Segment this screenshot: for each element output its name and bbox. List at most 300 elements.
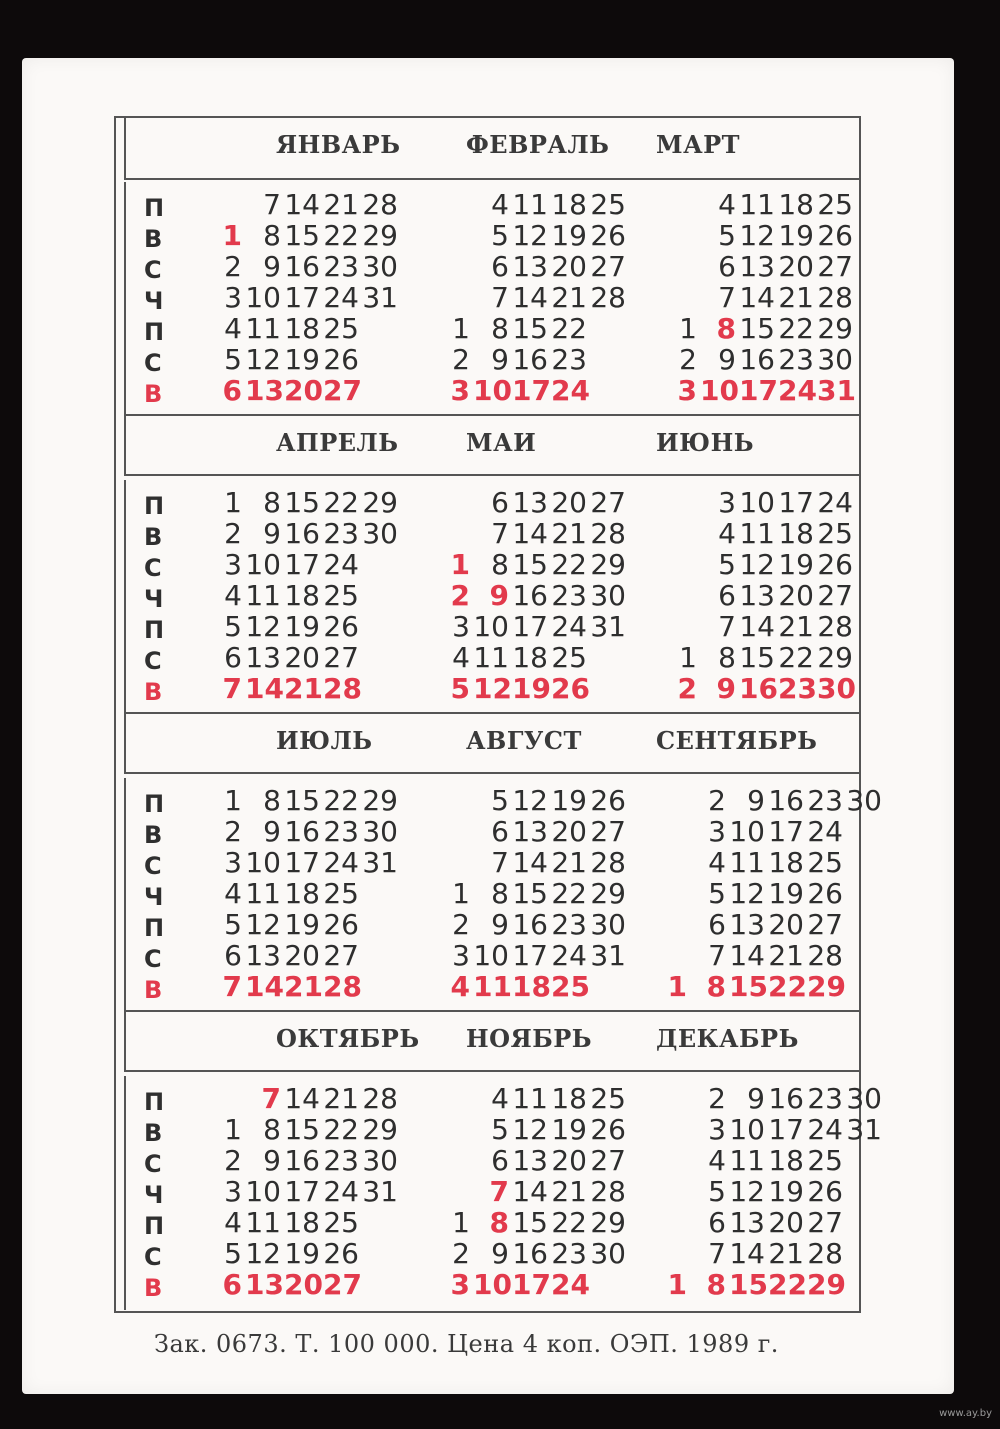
day-number: 27 <box>590 1144 626 1177</box>
day-number: 10 <box>700 374 739 407</box>
day-number: 22 <box>323 1113 359 1146</box>
day-number: 8 <box>263 784 281 817</box>
day-number: 26 <box>807 1175 843 1208</box>
day-number: 6 <box>224 641 242 674</box>
day-number: 24 <box>551 939 587 972</box>
day-number: 28 <box>817 610 853 643</box>
day-number: 13 <box>512 1144 548 1177</box>
day-number: 19 <box>284 343 320 376</box>
day-number: 2 <box>452 343 470 376</box>
day-number: 13 <box>739 250 775 283</box>
day-number: 4 <box>491 1082 509 1115</box>
quarter-body <box>124 480 859 714</box>
day-number: 26 <box>817 219 853 252</box>
day-number: 27 <box>807 1206 843 1239</box>
day-number: 7 <box>708 939 726 972</box>
day-number: 15 <box>284 1113 320 1146</box>
day-number: 14 <box>739 281 775 314</box>
day-number: 20 <box>551 250 587 283</box>
day-number: 3 <box>224 1175 242 1208</box>
day-number: 14 <box>245 672 284 705</box>
day-number: 16 <box>739 672 778 705</box>
day-number: 30 <box>362 1144 398 1177</box>
day-number: 1 <box>679 641 697 674</box>
day-number: 6 <box>222 374 242 407</box>
day-number: 25 <box>551 970 590 1003</box>
weekday-label: Ч <box>144 1181 164 1209</box>
day-number: 11 <box>739 188 775 221</box>
month-name: СЕНТЯБРЬ <box>656 726 818 755</box>
day-number: 9 <box>263 250 281 283</box>
day-number: 29 <box>590 877 626 910</box>
day-number: 19 <box>768 1175 804 1208</box>
day-number: 21 <box>284 970 323 1003</box>
day-number: 9 <box>747 1082 765 1115</box>
day-number: 6 <box>222 1268 242 1301</box>
day-number: 25 <box>807 1144 843 1177</box>
day-number: 1 <box>667 970 687 1003</box>
day-number: 20 <box>778 579 814 612</box>
day-number: 29 <box>807 970 846 1003</box>
print-info: Зак. 0673. Т. 100 000. Цена 4 коп. ОЭП. 1989 г. <box>154 1330 779 1358</box>
day-number: 22 <box>768 1268 807 1301</box>
weekday-label: В <box>144 225 163 253</box>
day-number: 7 <box>222 672 242 705</box>
day-number: 29 <box>807 1268 846 1301</box>
day-number: 10 <box>739 486 775 519</box>
quarter-header <box>124 118 859 180</box>
day-number: 12 <box>739 219 775 252</box>
day-number: 16 <box>739 343 775 376</box>
day-number: 12 <box>512 219 548 252</box>
weekday-label: П <box>144 492 165 520</box>
day-number: 21 <box>551 281 587 314</box>
quarter-header <box>124 712 859 774</box>
month-name: АВГУСТ <box>466 726 582 755</box>
day-number: 6 <box>491 250 509 283</box>
day-number: 22 <box>551 877 587 910</box>
day-number: 10 <box>473 374 512 407</box>
weekday-label: П <box>144 1088 165 1116</box>
day-number: 3 <box>224 846 242 879</box>
day-number: 11 <box>245 579 281 612</box>
day-number: 5 <box>224 1237 242 1270</box>
day-number: 31 <box>362 846 398 879</box>
day-number: 10 <box>729 1113 765 1146</box>
month-name: МАРТ <box>656 130 741 159</box>
day-number: 12 <box>245 610 281 643</box>
day-number: 11 <box>512 188 548 221</box>
day-number: 27 <box>590 486 626 519</box>
day-number: 3 <box>450 1268 470 1301</box>
day-number: 22 <box>323 784 359 817</box>
day-number: 26 <box>590 784 626 817</box>
quarter-body <box>124 182 859 416</box>
day-number: 18 <box>551 188 587 221</box>
day-number: 18 <box>512 970 551 1003</box>
day-number: 2 <box>224 815 242 848</box>
day-number: 23 <box>323 815 359 848</box>
day-number: 16 <box>768 784 804 817</box>
day-number: 16 <box>512 1237 548 1270</box>
day-number: 23 <box>778 672 817 705</box>
day-number: 2 <box>452 1237 470 1270</box>
day-number: 22 <box>778 312 814 345</box>
weekday-label: В <box>144 523 163 551</box>
day-number: 7 <box>491 517 509 550</box>
month-name: ИЮНЬ <box>656 428 755 457</box>
day-number: 9 <box>747 784 765 817</box>
day-number: 1 <box>452 1206 470 1239</box>
day-number: 17 <box>768 815 804 848</box>
weekday-label: В <box>144 678 163 706</box>
day-number: 18 <box>768 1144 804 1177</box>
day-number: 6 <box>491 486 509 519</box>
day-number: 15 <box>729 970 768 1003</box>
day-number: 10 <box>473 1268 512 1301</box>
day-number: 10 <box>245 281 281 314</box>
day-number: 16 <box>284 815 320 848</box>
day-number: 13 <box>245 374 284 407</box>
day-number: 30 <box>846 1082 882 1115</box>
month-name: ЯНВАРЬ <box>276 130 401 159</box>
day-number: 19 <box>551 1113 587 1146</box>
day-number: 19 <box>551 784 587 817</box>
day-number: 25 <box>817 188 853 221</box>
weekday-label: Ч <box>144 883 164 911</box>
day-number: 28 <box>590 1175 626 1208</box>
day-number: 3 <box>224 281 242 314</box>
day-number: 21 <box>323 1082 359 1115</box>
day-number: 28 <box>362 1082 398 1115</box>
day-number: 9 <box>263 517 281 550</box>
day-number: 4 <box>708 846 726 879</box>
day-number: 24 <box>323 548 359 581</box>
weekday-label: В <box>144 976 163 1004</box>
day-number: 16 <box>768 1082 804 1115</box>
day-number: 14 <box>245 970 284 1003</box>
quarter-header <box>124 1010 859 1072</box>
day-number: 31 <box>362 1175 398 1208</box>
day-number: 21 <box>778 281 814 314</box>
day-number: 24 <box>778 374 817 407</box>
day-number: 17 <box>739 374 778 407</box>
day-number: 2 <box>679 343 697 376</box>
day-number: 21 <box>284 672 323 705</box>
day-number: 27 <box>590 815 626 848</box>
day-number: 26 <box>807 877 843 910</box>
day-number: 6 <box>708 1206 726 1239</box>
day-number: 15 <box>739 312 775 345</box>
day-number: 16 <box>284 250 320 283</box>
day-number: 29 <box>817 641 853 674</box>
day-number: 5 <box>450 672 470 705</box>
day-number: 17 <box>284 548 320 581</box>
day-number: 20 <box>284 641 320 674</box>
day-number: 1 <box>224 784 242 817</box>
day-number: 16 <box>512 579 548 612</box>
day-number: 5 <box>224 908 242 941</box>
day-number: 11 <box>245 877 281 910</box>
day-number: 29 <box>590 1206 626 1239</box>
day-number: 20 <box>284 939 320 972</box>
day-number: 6 <box>224 939 242 972</box>
day-number: 6 <box>708 908 726 941</box>
day-number: 27 <box>807 908 843 941</box>
day-number: 18 <box>512 641 548 674</box>
day-number: 1 <box>667 1268 687 1301</box>
day-number: 14 <box>729 939 765 972</box>
day-number: 7 <box>263 188 281 221</box>
day-number: 12 <box>512 784 548 817</box>
day-number: 8 <box>263 219 281 252</box>
day-number: 23 <box>323 1144 359 1177</box>
day-number: 13 <box>512 815 548 848</box>
day-number: 5 <box>491 1113 509 1146</box>
day-number: 14 <box>512 846 548 879</box>
day-number: 20 <box>551 815 587 848</box>
day-number: 5 <box>224 610 242 643</box>
day-number: 26 <box>323 1237 359 1270</box>
day-number: 21 <box>768 1237 804 1270</box>
day-number: 11 <box>245 1206 281 1239</box>
day-number: 27 <box>817 579 853 612</box>
day-number: 29 <box>817 312 853 345</box>
day-number: 24 <box>807 1113 843 1146</box>
day-number: 27 <box>323 374 362 407</box>
day-number: 14 <box>512 517 548 550</box>
day-number: 24 <box>551 374 590 407</box>
day-number: 2 <box>677 672 697 705</box>
day-number: 26 <box>817 548 853 581</box>
day-number: 6 <box>491 1144 509 1177</box>
day-number: 6 <box>491 815 509 848</box>
day-number: 14 <box>729 1237 765 1270</box>
weekday-label: В <box>144 821 163 849</box>
weekday-label: Ч <box>144 585 164 613</box>
day-number: 8 <box>491 312 509 345</box>
month-name: ИЮЛЬ <box>276 726 373 755</box>
day-number: 30 <box>817 672 856 705</box>
day-number: 8 <box>716 312 736 345</box>
day-number: 25 <box>590 1082 626 1115</box>
day-number: 25 <box>817 517 853 550</box>
day-number: 8 <box>718 641 736 674</box>
day-number: 24 <box>817 486 853 519</box>
day-number: 8 <box>491 548 509 581</box>
day-number: 28 <box>323 672 362 705</box>
day-number: 12 <box>245 1237 281 1270</box>
day-number: 23 <box>551 343 587 376</box>
day-number: 6 <box>718 579 736 612</box>
day-number: 17 <box>284 281 320 314</box>
day-number: 23 <box>778 343 814 376</box>
weekday-label: В <box>144 380 163 408</box>
day-number: 31 <box>846 1113 882 1146</box>
day-number: 21 <box>551 1175 587 1208</box>
day-number: 30 <box>590 908 626 941</box>
day-number: 10 <box>245 1175 281 1208</box>
day-number: 4 <box>708 1144 726 1177</box>
day-number: 29 <box>362 219 398 252</box>
day-number: 17 <box>284 1175 320 1208</box>
day-number: 26 <box>323 908 359 941</box>
day-number: 29 <box>362 486 398 519</box>
day-number: 9 <box>491 1237 509 1270</box>
day-number: 27 <box>323 1268 362 1301</box>
day-number: 12 <box>512 1113 548 1146</box>
quarter-4 <box>116 1012 882 1310</box>
day-number: 5 <box>718 219 736 252</box>
day-number: 10 <box>245 548 281 581</box>
day-number: 9 <box>491 908 509 941</box>
day-number: 14 <box>284 188 320 221</box>
weekday-label: С <box>144 852 162 880</box>
day-number: 21 <box>551 517 587 550</box>
day-number: 8 <box>706 970 726 1003</box>
calendar-grid <box>114 116 882 1313</box>
day-number: 27 <box>323 641 359 674</box>
day-number: 1 <box>679 312 697 345</box>
day-number: 31 <box>590 939 626 972</box>
day-number: 19 <box>284 1237 320 1270</box>
day-number: 17 <box>512 610 548 643</box>
day-number: 21 <box>768 939 804 972</box>
day-number: 13 <box>739 579 775 612</box>
day-number: 9 <box>718 343 736 376</box>
day-number: 11 <box>729 846 765 879</box>
day-number: 4 <box>224 1206 242 1239</box>
month-name: МАИ <box>466 428 537 457</box>
day-number: 13 <box>245 939 281 972</box>
day-number: 9 <box>489 579 509 612</box>
day-number: 22 <box>551 548 587 581</box>
day-number: 2 <box>224 250 242 283</box>
day-number: 21 <box>778 610 814 643</box>
weekday-label: П <box>144 1212 165 1240</box>
day-number: 11 <box>473 641 509 674</box>
day-number: 15 <box>284 219 320 252</box>
month-name: ФЕВРАЛЬ <box>466 130 610 159</box>
day-number: 13 <box>729 1206 765 1239</box>
day-number: 7 <box>489 1175 509 1208</box>
day-number: 28 <box>807 939 843 972</box>
day-number: 26 <box>323 610 359 643</box>
day-number: 18 <box>284 1206 320 1239</box>
day-number: 19 <box>512 672 551 705</box>
day-number: 9 <box>716 672 736 705</box>
day-number: 19 <box>551 219 587 252</box>
day-number: 30 <box>362 250 398 283</box>
day-number: 9 <box>491 343 509 376</box>
day-number: 5 <box>491 219 509 252</box>
month-name: ОКТЯБРЬ <box>276 1024 420 1053</box>
day-number: 13 <box>512 486 548 519</box>
day-number: 23 <box>323 517 359 550</box>
day-number: 4 <box>718 188 736 221</box>
day-number: 18 <box>551 1082 587 1115</box>
day-number: 18 <box>284 579 320 612</box>
watermark: www.ay.by <box>939 1408 992 1419</box>
day-number: 7 <box>491 846 509 879</box>
day-number: 3 <box>677 374 697 407</box>
day-number: 2 <box>708 784 726 817</box>
day-number: 12 <box>729 1175 765 1208</box>
day-number: 2 <box>452 908 470 941</box>
day-number: 22 <box>323 486 359 519</box>
day-number: 14 <box>512 1175 548 1208</box>
day-number: 30 <box>362 517 398 550</box>
day-number: 6 <box>718 250 736 283</box>
day-number: 1 <box>224 1113 242 1146</box>
day-number: 20 <box>284 1268 323 1301</box>
day-number: 15 <box>512 548 548 581</box>
day-number: 20 <box>284 374 323 407</box>
day-number: 2 <box>450 579 470 612</box>
weekday-label: П <box>144 914 165 942</box>
day-number: 2 <box>224 517 242 550</box>
day-number: 4 <box>224 579 242 612</box>
day-number: 2 <box>224 1144 242 1177</box>
day-number: 15 <box>512 312 548 345</box>
month-name: НОЯБРЬ <box>466 1024 593 1053</box>
day-number: 11 <box>512 1082 548 1115</box>
day-number: 22 <box>551 312 587 345</box>
day-number: 1 <box>450 548 470 581</box>
day-number: 17 <box>512 939 548 972</box>
day-number: 8 <box>263 1113 281 1146</box>
day-number: 16 <box>284 1144 320 1177</box>
day-number: 15 <box>739 641 775 674</box>
day-number: 24 <box>323 846 359 879</box>
day-number: 11 <box>729 1144 765 1177</box>
day-number: 27 <box>323 939 359 972</box>
month-name: ДЕКАБРЬ <box>656 1024 799 1053</box>
day-number: 14 <box>284 1082 320 1115</box>
day-number: 1 <box>222 219 242 252</box>
day-number: 24 <box>551 610 587 643</box>
day-number: 18 <box>284 877 320 910</box>
day-number: 15 <box>729 1268 768 1301</box>
day-number: 25 <box>590 188 626 221</box>
day-number: 11 <box>245 312 281 345</box>
day-number: 12 <box>473 672 512 705</box>
day-number: 3 <box>224 548 242 581</box>
day-number: 17 <box>284 846 320 879</box>
day-number: 7 <box>708 1237 726 1270</box>
weekday-label: С <box>144 256 162 284</box>
day-number: 26 <box>590 1113 626 1146</box>
day-number: 23 <box>551 1237 587 1270</box>
day-number: 7 <box>718 610 736 643</box>
day-number: 7 <box>718 281 736 314</box>
quarter-body <box>124 778 882 1012</box>
day-number: 23 <box>807 1082 843 1115</box>
weekday-label: С <box>144 1243 162 1271</box>
day-number: 25 <box>323 312 359 345</box>
day-number: 25 <box>551 641 587 674</box>
day-number: 7 <box>222 970 242 1003</box>
day-number: 23 <box>551 579 587 612</box>
day-number: 17 <box>768 1113 804 1146</box>
weekday-label: С <box>144 945 162 973</box>
day-number: 18 <box>768 846 804 879</box>
day-number: 26 <box>590 219 626 252</box>
day-number: 4 <box>491 188 509 221</box>
day-number: 4 <box>450 970 470 1003</box>
quarter-1 <box>116 118 859 416</box>
day-number: 29 <box>362 1113 398 1146</box>
